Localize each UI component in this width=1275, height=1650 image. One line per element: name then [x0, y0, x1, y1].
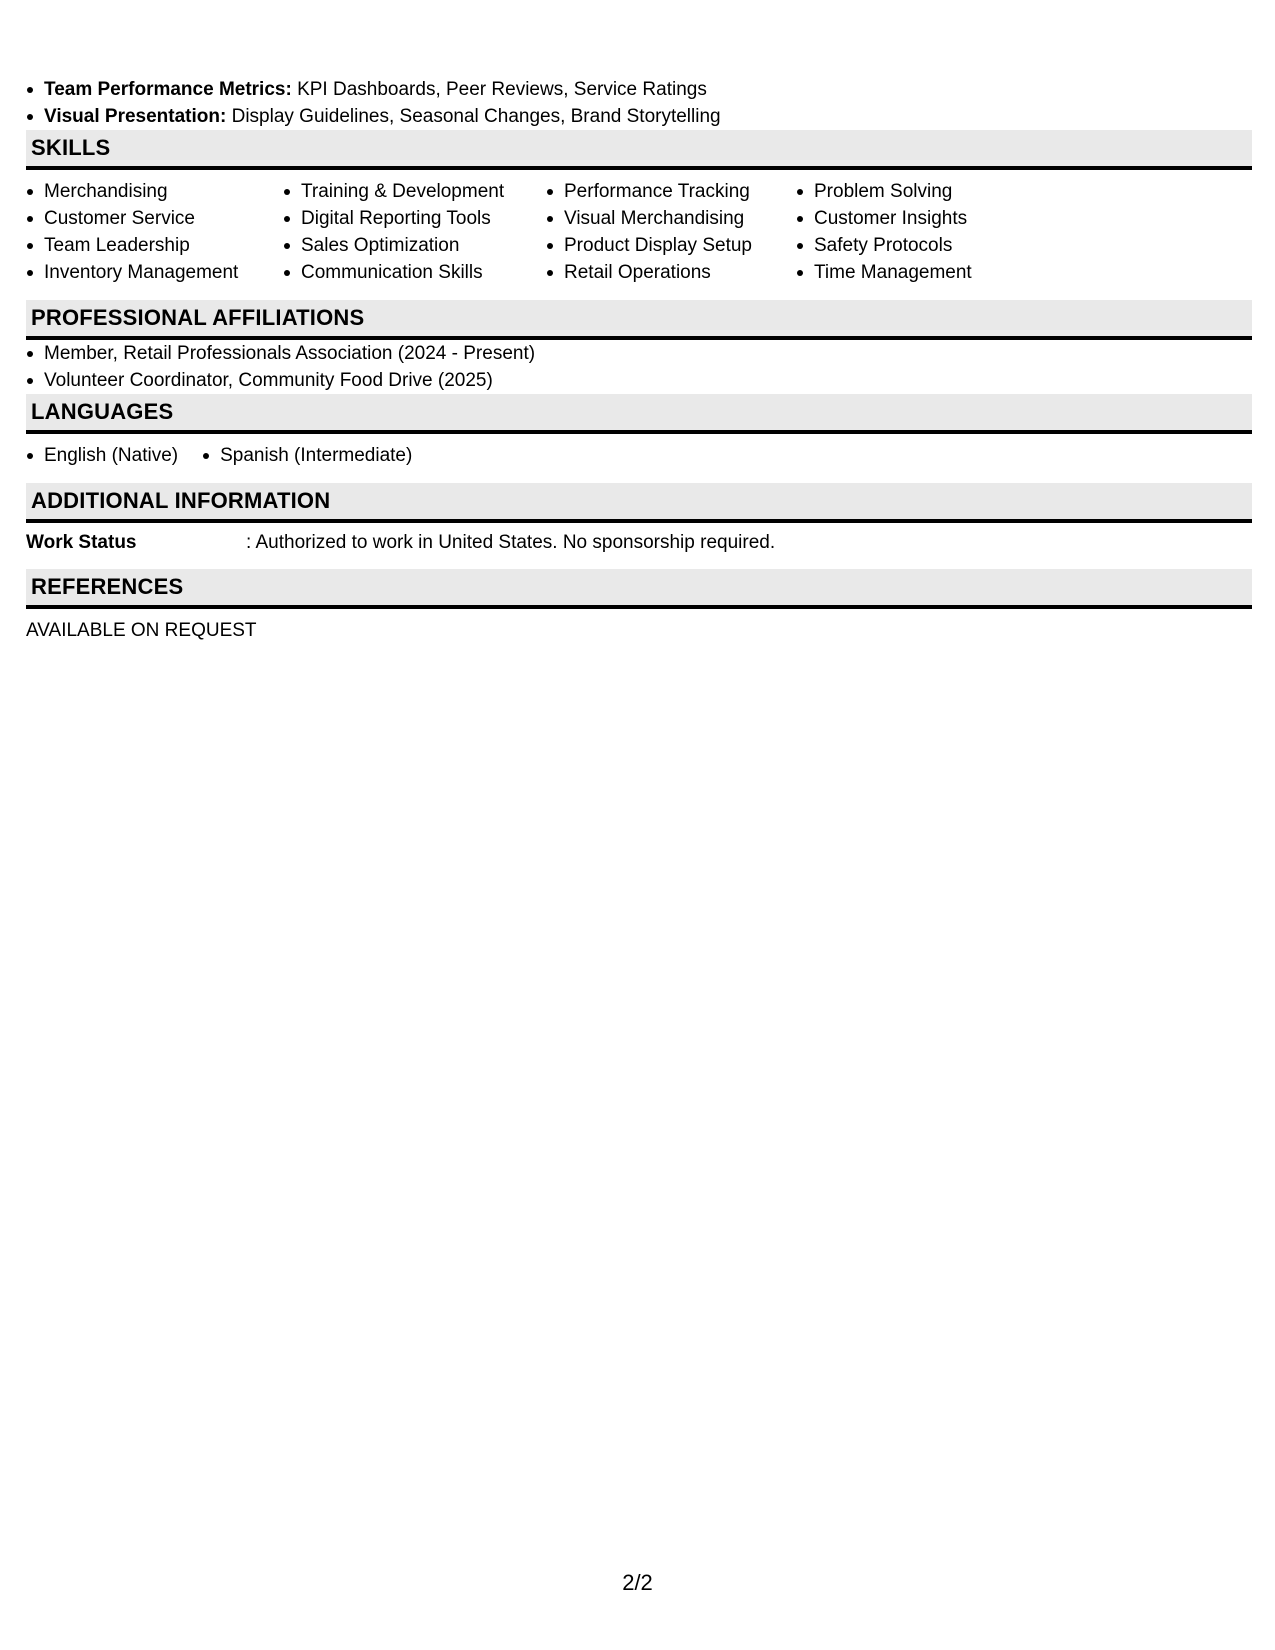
- skill-item: Retail Operations: [546, 259, 776, 286]
- experience-highlights-list: [26, 76, 1252, 130]
- language-item: English (Native): [26, 442, 178, 469]
- affiliation-item: Member, Retail Professionals Association (2024 - Present): [26, 340, 1252, 367]
- work-status-value: : Authorized to work in United States. No sponsorship required.: [246, 532, 776, 553]
- skill-item: Communication Skills: [283, 259, 526, 286]
- work-status-label: Work Status: [26, 532, 137, 553]
- skill-item: Merchandising: [26, 178, 263, 205]
- skills-column-1: [26, 178, 263, 286]
- skill-item: Customer Service: [26, 205, 263, 232]
- skill-item: Problem Solving: [796, 178, 1026, 205]
- skills-heading: SKILLS: [26, 130, 1252, 170]
- additional-info-heading: ADDITIONAL INFORMATION: [26, 483, 1252, 523]
- languages-group: [26, 442, 436, 469]
- skill-item: Time Management: [796, 259, 1026, 286]
- skill-item: Team Leadership: [26, 232, 263, 259]
- affiliations-heading: PROFESSIONAL AFFILIATIONS: [26, 300, 1252, 340]
- languages-heading: LANGUAGES: [26, 394, 1252, 434]
- skill-item: Customer Insights: [796, 205, 1026, 232]
- list-item: Team Performance Metrics: KPI Dashboards, Peer Reviews, Service Ratings: [26, 76, 1252, 103]
- skills-grid: [26, 178, 1252, 286]
- languages-list: [26, 442, 1252, 469]
- skills-column-3: [546, 178, 776, 286]
- affiliation-item: Volunteer Coordinator, Community Food Drive (2025): [26, 367, 1252, 394]
- references-heading: REFERENCES: [26, 569, 1252, 609]
- references-text: AVAILABLE ON REQUEST: [26, 620, 257, 641]
- skill-item: Performance Tracking: [546, 178, 776, 205]
- skill-item: Inventory Management: [26, 259, 263, 286]
- work-status-row: [26, 531, 1252, 555]
- skill-item: Sales Optimization: [283, 232, 526, 259]
- language-item: Spanish (Intermediate): [202, 442, 412, 469]
- skill-item: Digital Reporting Tools: [283, 205, 526, 232]
- skill-item: Training & Development: [283, 178, 526, 205]
- skills-column-2: [283, 178, 526, 286]
- page-number: 2/2: [622, 1570, 653, 1595]
- resume-page: [26, 76, 1252, 643]
- skills-column-4: [796, 178, 1026, 286]
- skill-item: Safety Protocols: [796, 232, 1026, 259]
- affiliations-list: [26, 340, 1252, 394]
- list-item: Visual Presentation: Display Guidelines, Seasonal Changes, Brand Storytelling: [26, 103, 1252, 130]
- skill-item: Visual Merchandising: [546, 205, 776, 232]
- skill-item: Product Display Setup: [546, 232, 776, 259]
